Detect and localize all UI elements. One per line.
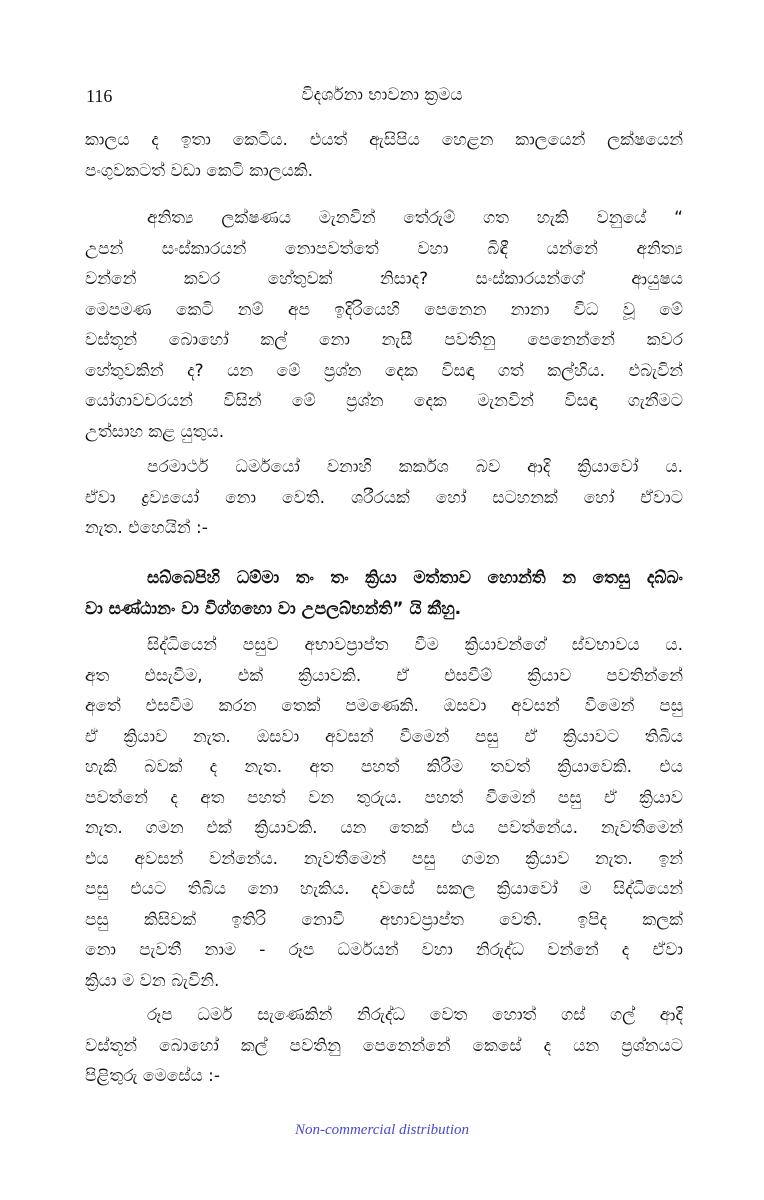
text-line: නැත. ගමන එක් ක්‍රියාවකි. යන තෙක් එය පවත්නේය. නැවතීමෙන් — [85, 818, 683, 838]
pali-quote — [85, 563, 683, 624]
text-line: එය අවසන් වන්නේය. නැවතීමෙන් පසු ගමන ක්‍රියාව නැත. ඉන් — [85, 848, 683, 869]
text-line: ඒවා ද්‍රව්‍යයෝ නො වෙති. ශරීරයක් හෝ සටහනක් හෝ ඒවාට — [85, 487, 683, 508]
text-line: උපන් සංස්කාරයන් නොපවත්තේ වහා බිඳී යන්නේ අනිත්‍ය — [85, 238, 683, 259]
text-line: පවත්නේ ද අත පහත් වන තුරුය. පහත් වීමෙන් පසු ඒ ක්‍රියාව — [85, 787, 683, 808]
text-line: පසු එයට තිබිය නො හැකිය. දවසේ සකල ක්‍රියාවෝ ම සිද්ධියෙන් — [85, 879, 683, 899]
text-line: උත්සාහ කළ යුතුය. — [85, 421, 225, 442]
text-line: ඒ ක්‍රියාව නැත. ඔසවා අවසන් වීමෙන් පසු ඒ ක්‍රියාවට තිබිය — [85, 726, 683, 747]
paragraph-2 — [85, 203, 683, 447]
text-line: පංගුවකටත් වඩා කෙටි කාලයකි. — [85, 160, 314, 181]
running-title: විදර්ශනා භාවනා ක්‍රමය — [301, 85, 463, 105]
text-line: අත එසැවීම, එක් ක්‍රියාවකි. ඒ එසවීම් ක්‍රියාව පවතින්නේ — [85, 665, 683, 686]
paragraph-4 — [85, 630, 683, 996]
text-line: සිද්ධියෙන් පසුව අභාවප්‍රාප්ත වීම ක්‍රියාවන්ගේ ස්වභාවය ය. — [147, 635, 683, 655]
text-line: සබ්බෙපිහි ධම්මා තං තං ක්‍රියා මත්තාව හොන්ති න තෙසු දබ්බං — [147, 568, 683, 588]
text-line: හැකි බවක් ද නැත. අත පහත් කිරීම තවත් ක්‍රියාවෙකි. එය — [85, 757, 683, 777]
text-line: අතේ එසවීම කරන තෙක් පමණෙකි. ඔසවා අවසන් වීමෙන් පසු — [85, 696, 683, 716]
distribution-notice: Non-commercial distribution — [294, 1122, 470, 1138]
text-line: පරමාර්ථ ධර්මයෝ වනාහි කර්කශ බව ආදි ක්‍රියාවෝ ය. — [147, 457, 683, 477]
text-line: රූප ධර්ම සැණෙකින් නිරුද්ධ වෙත හොත් ගස් ගල් ආදි — [147, 1005, 683, 1025]
paragraph-3 — [85, 452, 683, 544]
text-line: පසු කිසිවක් ඉතිරි නොවී අභාවප්‍රාප්ත වෙති. ඉපිද කලක් — [85, 909, 683, 930]
text-line: නැත. එහෙයින් :- — [85, 518, 208, 538]
text-line: ක්‍රියා ම වන බැවිනි. — [85, 970, 220, 991]
text-line: යෝගාවචරයන් විසින් මේ ප්‍රශ්න දෙක මැනවින් විසඳා ගැනීමට — [85, 391, 683, 411]
text-line: වා සණ්ඨානං වා විග්ගහො වා උපලබ්භන්ති” යි කීහු. — [85, 598, 462, 619]
text-line: පිළිතුරු මෙසේය :- — [85, 1066, 220, 1086]
text-line: අනිත්‍ය ලක්ෂණය මැනවින් තේරුම් ගත හැකි වනුයේ “ — [147, 208, 683, 228]
paragraph-5 — [85, 1000, 683, 1092]
text-line: නො පැවතී නාම - රූප ධර්මයන් වහා නිරුද්ධ වන්නේ ද ඒවා — [85, 940, 683, 960]
text-line: හේතුවකින් ද? යන මේ ප්‍රශ්න දෙක විසඳා ගත් කල්හිය. එබැවින් — [85, 360, 683, 381]
paragraph-1 — [85, 125, 683, 186]
text-line: කාලය ද ඉතා කෙටිය. එයත් ඇසිපිය හෙළන කාලයෙන් ලක්ෂයෙන් — [85, 130, 683, 150]
text-line: වස්තූන් බොහෝ කල් නො නැසී පවතිනු පෙනෙන්නේ කවර — [85, 330, 683, 350]
text-line: වස්තූන් බොහෝ කල් පවතිනු පෙනෙන්නේ කෙසේ ද යන ප්‍රශ්නයට — [85, 1035, 683, 1056]
text-line: මෙපමණ කෙටි නම් අප ඉදිරියෙහි පෙනෙන නානා විධ වූ මේ — [85, 299, 683, 320]
page-number: 116 — [86, 86, 113, 106]
text-line: වන්නේ කවර හේතුවක් නිසාද? සංස්කාරයන්ගේ ආයුෂය — [85, 269, 683, 289]
